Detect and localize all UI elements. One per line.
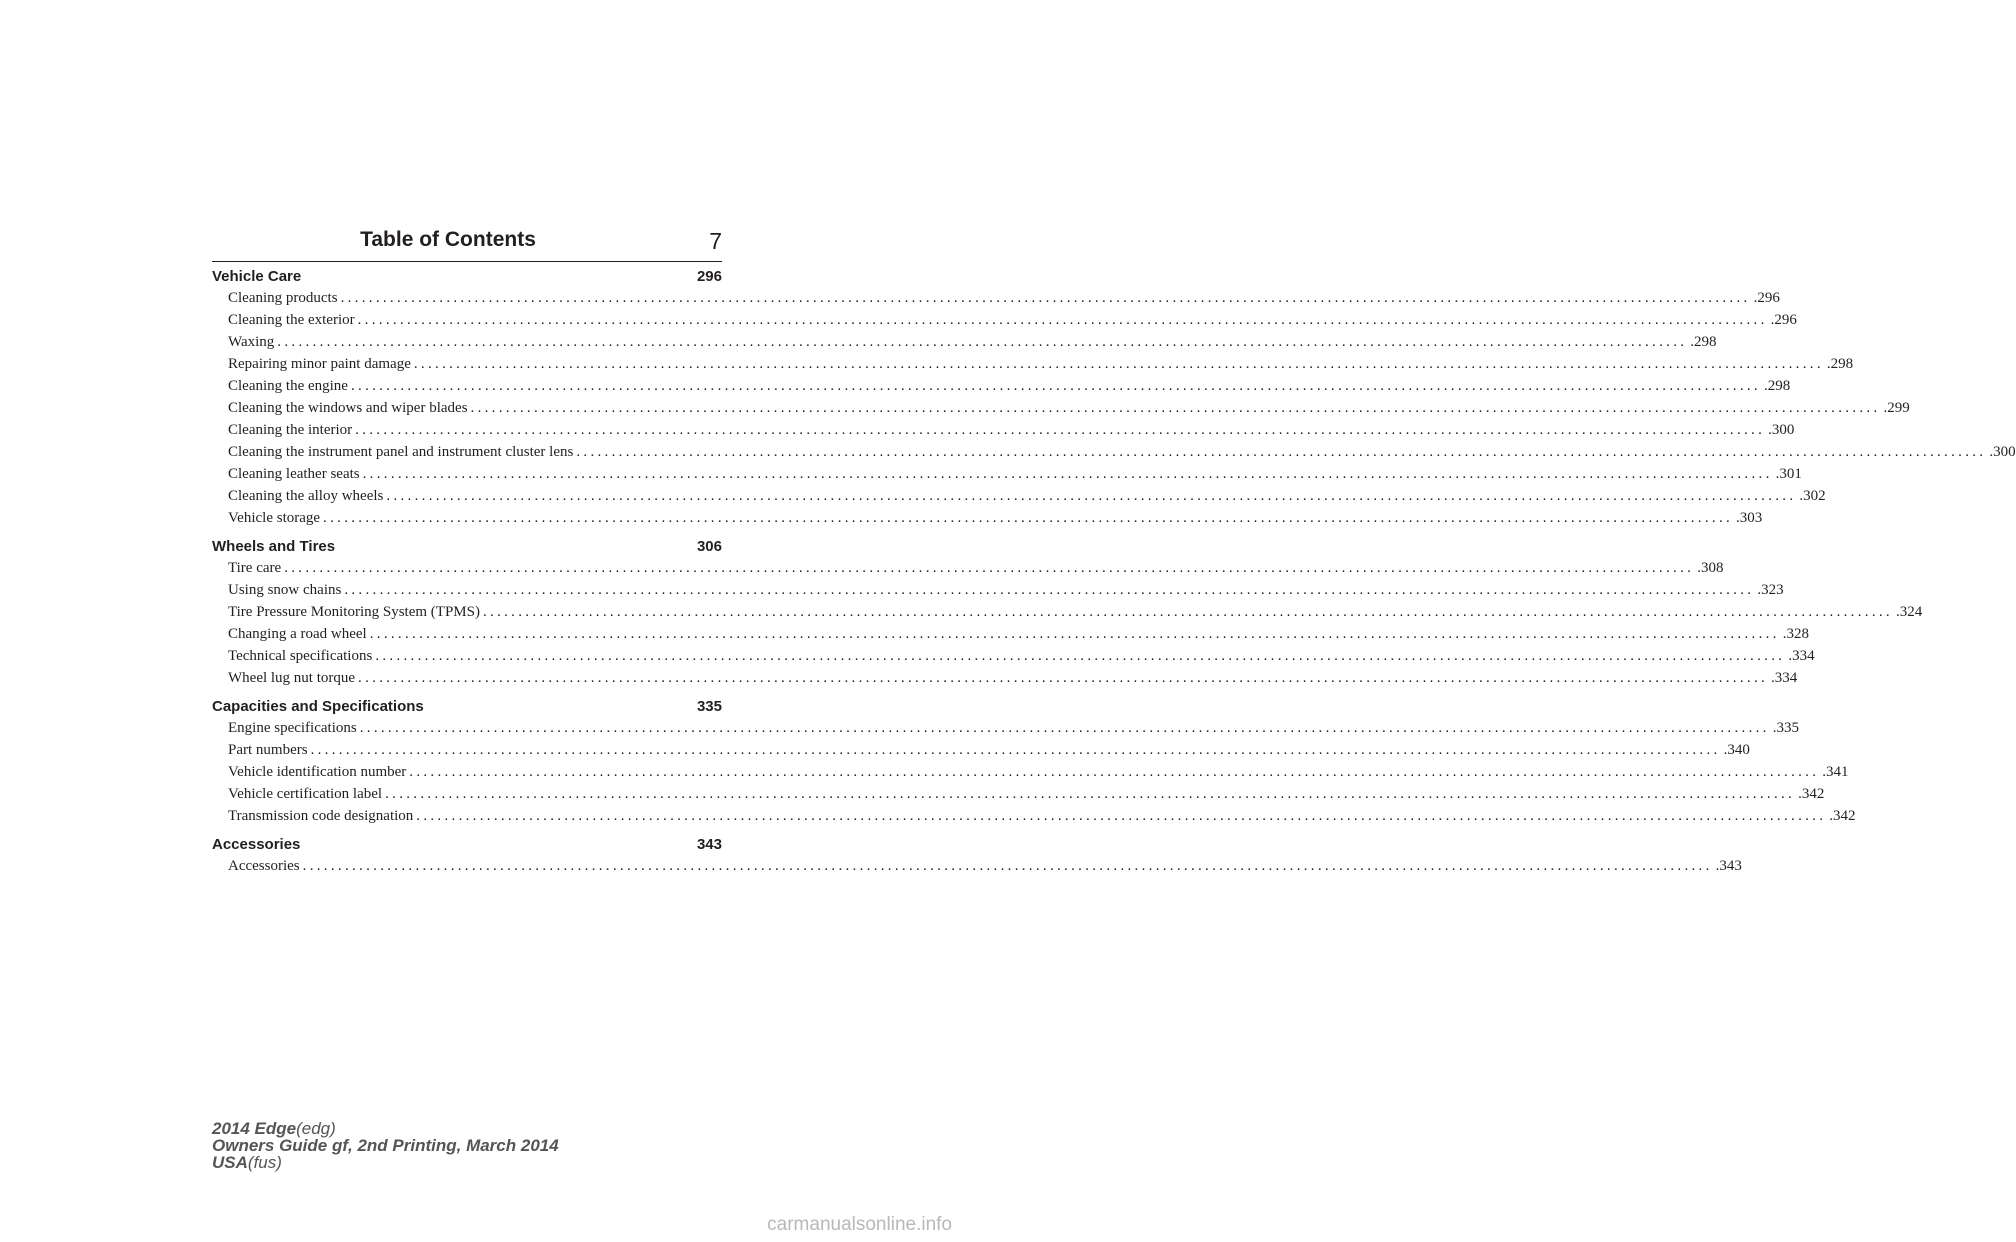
dot-leader: ........................................................................................................................................................................................................ (344, 582, 1755, 598)
page-title: Table of Contents (360, 228, 536, 251)
footer-market-code: (fus) (247, 1153, 282, 1172)
dot-leader: ........................................................................................................................................................................................................ (277, 334, 1688, 350)
entry-page: .341 (1822, 764, 1849, 780)
entry-label: Transmission code designation (228, 808, 414, 824)
entry-label: Repairing minor paint damage (228, 356, 411, 372)
toc-entry[interactable] (212, 334, 1717, 356)
dot-leader: ........................................................................................................................................................................................................ (355, 422, 1766, 438)
dot-leader: ........................................................................................................................................................................................................ (482, 604, 1893, 620)
entry-label: Cleaning the interior (228, 422, 353, 438)
dot-leader: ........................................................................................................................................................................................................ (470, 400, 1881, 416)
dot-leader: ........................................................................................................................................................................................................ (369, 626, 1780, 642)
entry-label: Using snow chains (228, 582, 342, 598)
entry-page: .298 (1690, 334, 1717, 350)
section-title: Vehicle Care (212, 268, 302, 285)
entry-label: Cleaning the windows and wiper blades (228, 400, 468, 416)
entry-label: Part numbers (228, 742, 308, 758)
footer-printing: Owners Guide gf, 2nd Printing, March 2014 (212, 1136, 559, 1155)
entry-page: .335 (1772, 720, 1799, 736)
dot-leader: ........................................................................................................................................................................................................ (350, 378, 1761, 394)
entry-label: Waxing (228, 334, 275, 350)
entry-label: Tire care (228, 560, 282, 576)
dot-leader: ........................................................................................................................................................................................................ (413, 356, 1824, 372)
entry-page: .296 (1770, 312, 1797, 328)
toc-entry[interactable] (212, 444, 2016, 466)
document-footer (212, 1120, 559, 1171)
toc-entry[interactable] (212, 604, 1923, 626)
entry-label: Cleaning the instrument panel and instrument cluster lens (228, 444, 574, 460)
entry-label: Cleaning products (228, 290, 338, 306)
footer-model: 2014 Edge (212, 1119, 297, 1138)
footer-line-model (212, 1120, 559, 1137)
toc-section-heading[interactable] (212, 268, 722, 290)
entry-label: Wheel lug nut torque (228, 670, 356, 686)
toc-entry[interactable] (212, 290, 1780, 312)
entry-page: .343 (1715, 858, 1742, 874)
entry-page: .300 (1768, 422, 1795, 438)
dot-leader: ........................................................................................................................................................................................................ (359, 720, 1770, 736)
toc-entry[interactable] (212, 720, 1799, 742)
entry-label: Cleaning the engine (228, 378, 348, 394)
footer-line-market (212, 1154, 559, 1171)
entry-label: Cleaning leather seats (228, 466, 360, 482)
dot-leader: ........................................................................................................................................................................................................ (375, 648, 1786, 664)
toc-entry[interactable] (212, 488, 1826, 510)
section-title: Capacities and Specifications (212, 698, 424, 715)
toc-entry[interactable] (212, 808, 1856, 830)
dot-leader: ........................................................................................................................................................................................................ (416, 808, 1827, 824)
entry-label: Engine specifications (228, 720, 357, 736)
toc-entry[interactable] (212, 670, 1798, 692)
entry-page: .296 (1753, 290, 1780, 306)
toc-entry[interactable] (212, 858, 1742, 880)
entry-label: Vehicle certification label (228, 786, 383, 802)
entry-label: Vehicle storage (228, 510, 321, 526)
entry-page: .308 (1697, 560, 1724, 576)
entry-page: .340 (1723, 742, 1750, 758)
dot-leader: ........................................................................................................................................................................................................ (385, 786, 1796, 802)
section-page: 296 (696, 268, 722, 285)
entry-page: .324 (1895, 604, 1923, 620)
entry-label: Tire Pressure Monitoring System (TPMS) (228, 604, 480, 620)
entry-page: .334 (1788, 648, 1815, 664)
toc-section-heading[interactable] (212, 836, 722, 858)
section-page: 335 (696, 698, 722, 715)
dot-leader: ........................................................................................................................................................................................................ (310, 742, 1721, 758)
toc-entry[interactable] (212, 764, 1849, 786)
dot-leader: ........................................................................................................................................................................................................ (357, 312, 1768, 328)
toc-entry[interactable] (212, 582, 1784, 604)
toc-entry[interactable] (212, 378, 1791, 400)
entry-page: .342 (1829, 808, 1856, 824)
toc-entry[interactable] (212, 422, 1795, 444)
section-page: 343 (696, 836, 722, 853)
section-page: 306 (696, 538, 722, 555)
toc-entry[interactable] (212, 312, 1797, 334)
toc-entry[interactable] (212, 510, 1763, 532)
toc-entry[interactable] (212, 626, 1809, 648)
dot-leader: ........................................................................................................................................................................................................ (362, 466, 1773, 482)
toc-entry[interactable] (212, 356, 1854, 378)
table-of-contents (212, 268, 2016, 880)
entry-page: .334 (1771, 670, 1798, 686)
dot-leader: ........................................................................................................................................................................................................ (302, 858, 1713, 874)
entry-page: .300 (1989, 444, 2016, 460)
entry-label: Cleaning the exterior (228, 312, 355, 328)
dot-leader: ........................................................................................................................................................................................................ (576, 444, 1987, 460)
watermark: carmanualsonline.info (767, 1214, 952, 1235)
entry-label: Technical specifications (228, 648, 373, 664)
page-header (212, 228, 722, 262)
entry-page: .323 (1757, 582, 1784, 598)
page-number: 7 (709, 228, 722, 254)
entry-page: .301 (1775, 466, 1802, 482)
entry-label: Changing a road wheel (228, 626, 367, 642)
footer-market: USA (212, 1153, 248, 1172)
dot-leader: ........................................................................................................................................................................................................ (409, 764, 1820, 780)
toc-entry[interactable] (212, 648, 1815, 670)
entry-page: .342 (1798, 786, 1825, 802)
dot-leader: ........................................................................................................................................................................................................ (284, 560, 1695, 576)
dot-leader: ........................................................................................................................................................................................................ (340, 290, 1751, 306)
entry-label: Cleaning the alloy wheels (228, 488, 384, 504)
entry-page: .303 (1736, 510, 1763, 526)
toc-section-heading[interactable] (212, 698, 722, 720)
entry-label: Vehicle identification number (228, 764, 407, 780)
dot-leader: ........................................................................................................................................................................................................ (358, 670, 1769, 686)
dot-leader: ........................................................................................................................................................................................................ (386, 488, 1797, 504)
toc-entry[interactable] (212, 560, 1724, 582)
dot-leader: ........................................................................................................................................................................................................ (323, 510, 1734, 526)
toc-section-heading[interactable] (212, 538, 722, 560)
entry-page: .298 (1826, 356, 1854, 372)
footer-model-code: (edg) (296, 1119, 336, 1138)
toc-entry[interactable] (212, 742, 1750, 764)
toc-entry[interactable] (212, 400, 1910, 422)
section-title: Wheels and Tires (212, 538, 336, 555)
entry-page: .299 (1883, 400, 1910, 416)
entry-label: Accessories (228, 858, 300, 874)
toc-entry[interactable] (212, 786, 1825, 808)
entry-page: .302 (1799, 488, 1826, 504)
toc-entry[interactable] (212, 466, 1802, 488)
section-title: Accessories (212, 836, 301, 853)
entry-page: .328 (1782, 626, 1809, 642)
entry-page: .298 (1763, 378, 1791, 394)
